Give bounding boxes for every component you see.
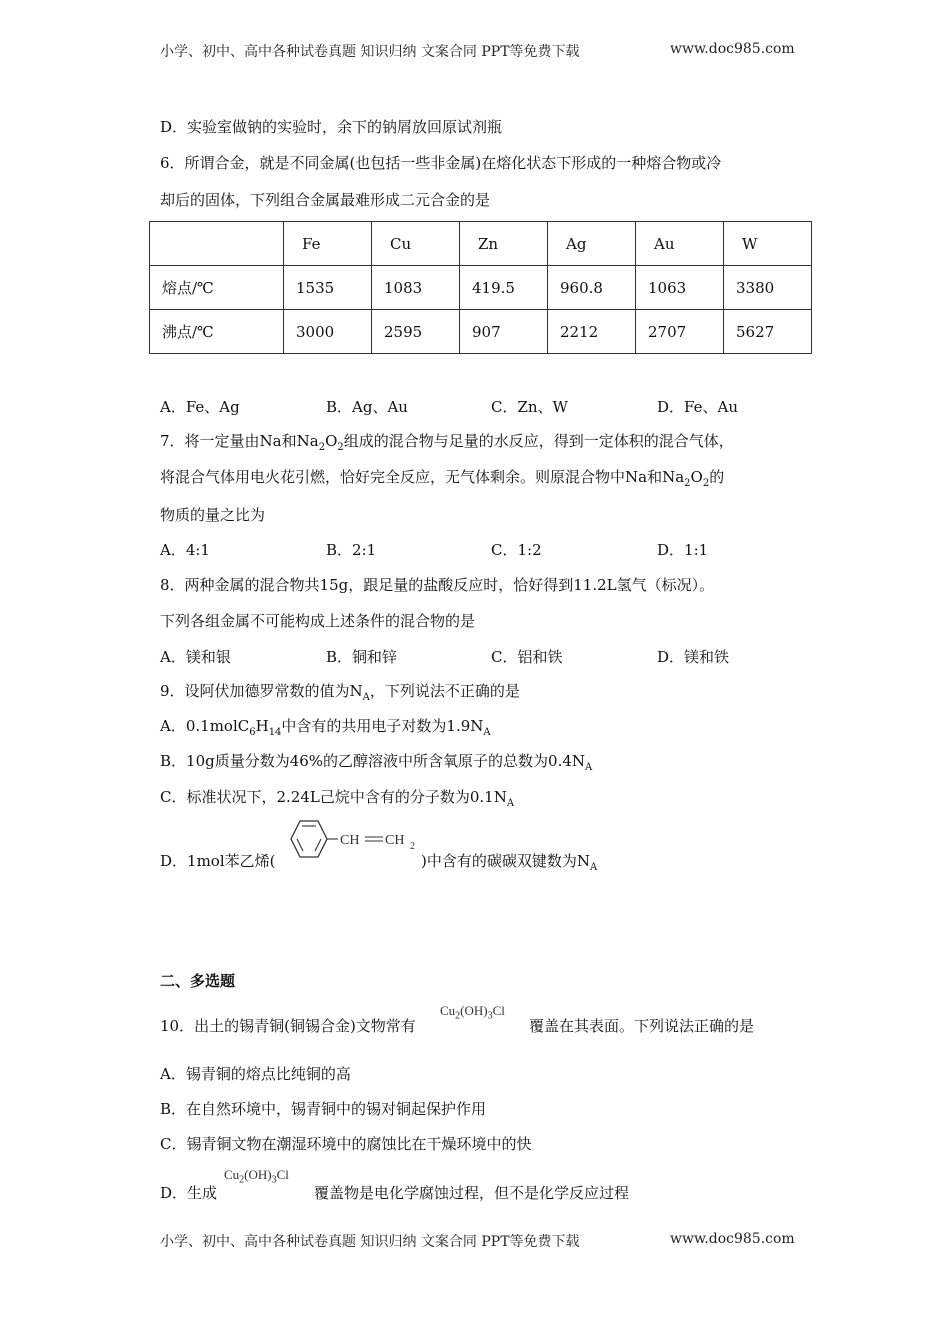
table-cell: Fe bbox=[284, 222, 372, 266]
q10-stem-prefix: 10．出土的锡青铜(铜锡合金)文物常有 bbox=[160, 1017, 416, 1035]
q8-stem-line1: 8．两种金属的混合物共15g，跟足量的盐酸反应时，恰好得到11.2L氢气（标况）。 bbox=[160, 576, 715, 594]
q10-stem-suffix: 覆盖在其表面。下列说法正确的是 bbox=[529, 1017, 755, 1035]
q6-option-d: D．Fe、Au bbox=[657, 398, 738, 416]
table-cell: 1083 bbox=[372, 266, 460, 310]
table-cell: 3380 bbox=[724, 266, 812, 310]
header-left-text: 小学、初中、高中各种试卷真题 知识归纳 文案合同 PPT等免费下载 bbox=[160, 44, 580, 60]
section-title-multi-choice: 二、多选题 bbox=[160, 972, 236, 990]
table-cell: 5627 bbox=[724, 310, 812, 354]
text-run: (OH) bbox=[244, 1167, 272, 1182]
text-run: 的 bbox=[709, 468, 725, 486]
ch2-subscript: 2 bbox=[410, 841, 415, 852]
table-cell bbox=[150, 222, 284, 266]
q10-option-d-prefix: D．生成 bbox=[160, 1184, 218, 1202]
q9-option-a bbox=[160, 716, 491, 736]
q8-option-b: B．铜和锌 bbox=[326, 648, 398, 666]
ch2-label: CH bbox=[385, 833, 405, 848]
q8-option-c: C．铝和铁 bbox=[491, 648, 563, 666]
q7-stem-line3: 物质的量之比为 bbox=[160, 506, 266, 524]
table-header-row bbox=[150, 222, 812, 266]
footer-site-url: www.doc985.com bbox=[670, 1231, 795, 1247]
table-cell: 2707 bbox=[636, 310, 724, 354]
q6-stem-line1: 6．所谓合金，就是不同金属(也包括一些非金属)在熔化状态下形成的一种熔合物或冷 bbox=[160, 154, 722, 172]
table-cell: Au bbox=[636, 222, 724, 266]
page-footer bbox=[160, 1231, 800, 1251]
q9-option-d-suffix bbox=[421, 851, 597, 871]
text-run: )中含有的碳碳双键数为N bbox=[421, 852, 590, 870]
ring-double-bond bbox=[297, 839, 303, 851]
q7-option-b: B．2:1 bbox=[326, 541, 377, 559]
text-run: O bbox=[325, 432, 338, 450]
subscript: A bbox=[585, 762, 593, 773]
q9-stem bbox=[160, 681, 520, 701]
text-run: Cu bbox=[224, 1167, 240, 1182]
table-cell: 2212 bbox=[548, 310, 636, 354]
text-run: Cu bbox=[440, 1003, 456, 1018]
subscript: A bbox=[483, 727, 491, 738]
subscript: A bbox=[506, 798, 515, 809]
table-cell: W bbox=[724, 222, 812, 266]
page-header bbox=[160, 41, 800, 61]
header-site-url: www.doc985.com bbox=[670, 41, 795, 57]
text-run: 9．设阿伏加德罗常数的值为N bbox=[160, 682, 363, 700]
q7-option-d: D．1:1 bbox=[657, 541, 709, 559]
q8-stem-line2: 下列各组金属不可能构成上述条件的混合物的是 bbox=[160, 612, 476, 630]
subscript: A bbox=[362, 692, 370, 703]
table-cell: Ag bbox=[548, 222, 636, 266]
table-cell: Zn bbox=[460, 222, 548, 266]
q8-option-a: A．镁和银 bbox=[160, 648, 231, 666]
table-cell: 419.5 bbox=[460, 266, 548, 310]
formula-cu2-oh3-cl bbox=[440, 1003, 505, 1022]
table-cell: 2595 bbox=[372, 310, 460, 354]
q9-option-d-prefix: D．1mol苯乙烯( bbox=[160, 852, 276, 870]
text-run: Cl bbox=[276, 1167, 289, 1182]
table-row bbox=[150, 310, 812, 354]
footer-left-text: 小学、初中、高中各种试卷真题 知识归纳 文案合同 PPT等免费下载 bbox=[160, 1234, 580, 1250]
text-run: C．标准状况下，2.24L己烷中含有的分子数为0.1N bbox=[160, 788, 507, 806]
q10-option-b: B．在自然环境中，锡青铜中的锡对铜起保护作用 bbox=[160, 1100, 487, 1118]
subscript: 6 bbox=[249, 727, 256, 738]
table-cell: 熔点/℃ bbox=[150, 266, 284, 310]
q7-stem-line1 bbox=[160, 431, 734, 451]
text-run: B．10g质量分数为46%的乙醇溶液中所含氧原子的总数为0.4N bbox=[160, 752, 586, 770]
table-cell: 1535 bbox=[284, 266, 372, 310]
q6-stem-line2: 却后的固体，下列组合金属最难形成二元合金的是 bbox=[160, 191, 491, 209]
ring-double-bond bbox=[315, 839, 321, 851]
q10-option-a: A．锡青铜的熔点比纯铜的高 bbox=[160, 1065, 351, 1083]
subscript: 3 bbox=[487, 1010, 493, 1022]
text-run: A．0.1molC bbox=[160, 717, 250, 735]
q8-option-d: D．镁和铁 bbox=[657, 648, 730, 666]
q6-option-b: B．Ag、Au bbox=[326, 398, 408, 416]
q7-option-c: C．1:2 bbox=[491, 541, 542, 559]
q10-option-d-suffix: 覆盖物是电化学腐蚀过程，但不是化学反应过程 bbox=[314, 1184, 630, 1202]
text-run: ，下列说法不正确的是 bbox=[369, 682, 520, 700]
q10-option-c: C．锡青铜文物在潮湿环境中的腐蚀比在干燥环境中的快 bbox=[160, 1135, 532, 1153]
table-cell: 907 bbox=[460, 310, 548, 354]
table-cell: Cu bbox=[372, 222, 460, 266]
subscript: 14 bbox=[268, 727, 282, 738]
q7-stem-line2 bbox=[160, 467, 724, 487]
metals-table bbox=[149, 221, 812, 354]
text-run: 组成的混合物与足量的水反应，得到一定体积的混合气体， bbox=[343, 432, 734, 450]
subscript: 2 bbox=[318, 442, 326, 453]
table-cell: 3000 bbox=[284, 310, 372, 354]
q5-option-d: D．实验室做钠的实验时，余下的钠屑放回原试剂瓶 bbox=[160, 118, 503, 136]
text-run: H bbox=[255, 717, 269, 735]
subscript: 2 bbox=[684, 478, 691, 489]
q9-option-b bbox=[160, 751, 592, 771]
subscript: A bbox=[589, 862, 598, 873]
text-run: (OH) bbox=[460, 1003, 488, 1018]
subscript: 2 bbox=[455, 1010, 461, 1022]
text-run: 7．将一定量由Na和Na bbox=[160, 432, 319, 450]
q6-option-a: A．Fe、Ag bbox=[160, 398, 240, 416]
table-row bbox=[150, 266, 812, 310]
q7-option-a: A．4:1 bbox=[160, 541, 210, 559]
text-run: O bbox=[690, 468, 703, 486]
text-run: 中含有的共用电子对数为1.9N bbox=[281, 717, 484, 735]
q6-option-c: C．Zn、W bbox=[491, 398, 568, 416]
table-cell: 沸点/℃ bbox=[150, 310, 284, 354]
text-run: Cl bbox=[492, 1003, 505, 1018]
subscript: 2 bbox=[239, 1174, 245, 1186]
table-cell: 960.8 bbox=[548, 266, 636, 310]
subscript: 3 bbox=[271, 1174, 277, 1186]
subscript: 2 bbox=[702, 478, 710, 489]
formula-cu2-oh3-cl bbox=[224, 1167, 289, 1186]
styrene-structure-diagram bbox=[278, 815, 428, 875]
q9-option-c bbox=[160, 787, 514, 807]
subscript: 2 bbox=[337, 442, 344, 453]
ch-label: CH bbox=[340, 833, 360, 848]
table-cell: 1063 bbox=[636, 266, 724, 310]
text-run: 将混合气体用电火花引燃，恰好完全反应，无气体剩余。则原混合物中Na和Na bbox=[160, 468, 685, 486]
